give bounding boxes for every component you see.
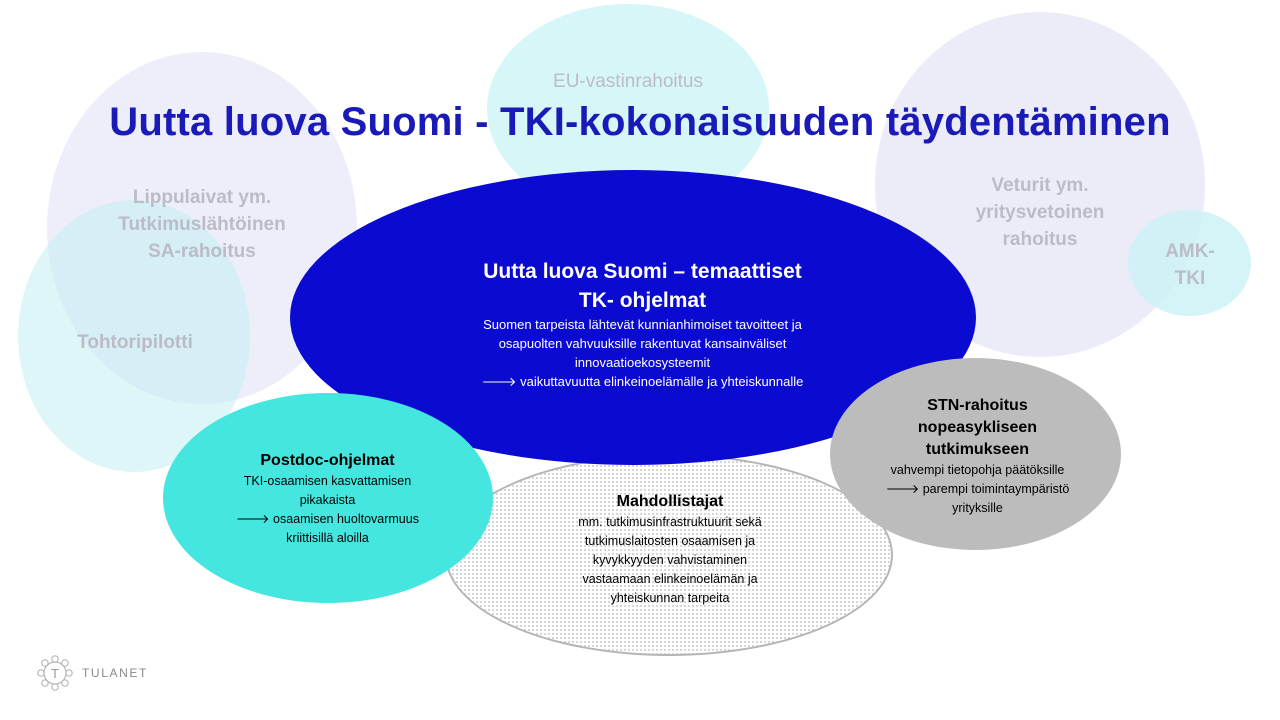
mahdollistajat-body-3: kyvykkyyden vahvistaminen (592, 553, 748, 567)
stn-body-2: 🡒 parempi toimintaympäristö (885, 482, 1070, 496)
mahdollistajat-body-5: yhteiskunnan tarpeita (610, 591, 730, 605)
tulanet-emblem-icon (36, 654, 74, 692)
mahdollistajat-heading: Mahdollistajat (616, 493, 724, 510)
postdoc-heading: Postdoc-ohjelmat (260, 452, 395, 469)
postdoc-body-1: TKI-osaamisen kasvattamisen (243, 474, 412, 488)
main-heading-2: TK- ohjelmat (578, 289, 707, 312)
mahdollistajat-text (530, 491, 810, 608)
stn-heading-1: STN-rahoitus (927, 397, 1028, 414)
mahdollistajat-body-4: vastaamaan elinkeinoelämän ja (582, 572, 758, 586)
svg-text:T: T (51, 666, 59, 681)
amk-label: AMK- TKI (1165, 241, 1215, 289)
mahdollistajat-body-1: mm. tutkimusinfrastruktuurit sekä (578, 515, 762, 529)
eu-label: EU-vastinrahoitus (553, 71, 703, 92)
page-title (0, 100, 1280, 145)
postdoc-body-4: kriittisillä aloilla (286, 531, 369, 545)
stn-text (870, 395, 1085, 518)
tohtoripilotti-label: Tohtoripilotti (77, 332, 193, 353)
lippulaivat-label: Lippulaivat ym. Tutkimuslähtöinen SA-rahoitus (118, 187, 286, 262)
postdoc-body-2: pikakaista (299, 493, 356, 507)
main-text (400, 257, 885, 391)
title-part1: Uutta luova Suomi - (109, 100, 500, 144)
title-part2: TKI-kokonaisuuden täydentäminen (499, 100, 1171, 144)
stn-body-1: vahvempi tietopohja päätöksille (890, 463, 1065, 477)
mahdollistajat-body-2: tutkimuslaitosten osaamisen ja (584, 534, 756, 548)
logo-name: TULANET (82, 666, 148, 680)
main-body-4: 🡒 vaikuttavuutta elinkeinoelämälle ja yhteiskunnalle (481, 374, 804, 389)
veturit-label: Veturit ym. yritysvetoinen rahoitus (975, 175, 1105, 250)
main-body-3: innovaatioekosysteemit (574, 355, 711, 370)
postdoc-text (195, 450, 460, 548)
main-body-2: osapuolten vahvuuksille rakentuvat kansainväliset (498, 336, 787, 351)
main-heading-1: Uutta luova Suomi – temaattiset (483, 260, 802, 283)
postdoc-body-3: 🡒 osaamisen huoltovarmuus (236, 512, 419, 526)
stn-heading-2: nopeasykliseen (917, 419, 1038, 436)
stn-heading-3: tutkimukseen (925, 441, 1030, 458)
stn-body-3: yrityksille (952, 501, 1003, 515)
main-body-1: Suomen tarpeista lähtevät kunnianhimoiset tavoitteet ja (483, 317, 802, 332)
tulanet-logo (36, 654, 148, 692)
